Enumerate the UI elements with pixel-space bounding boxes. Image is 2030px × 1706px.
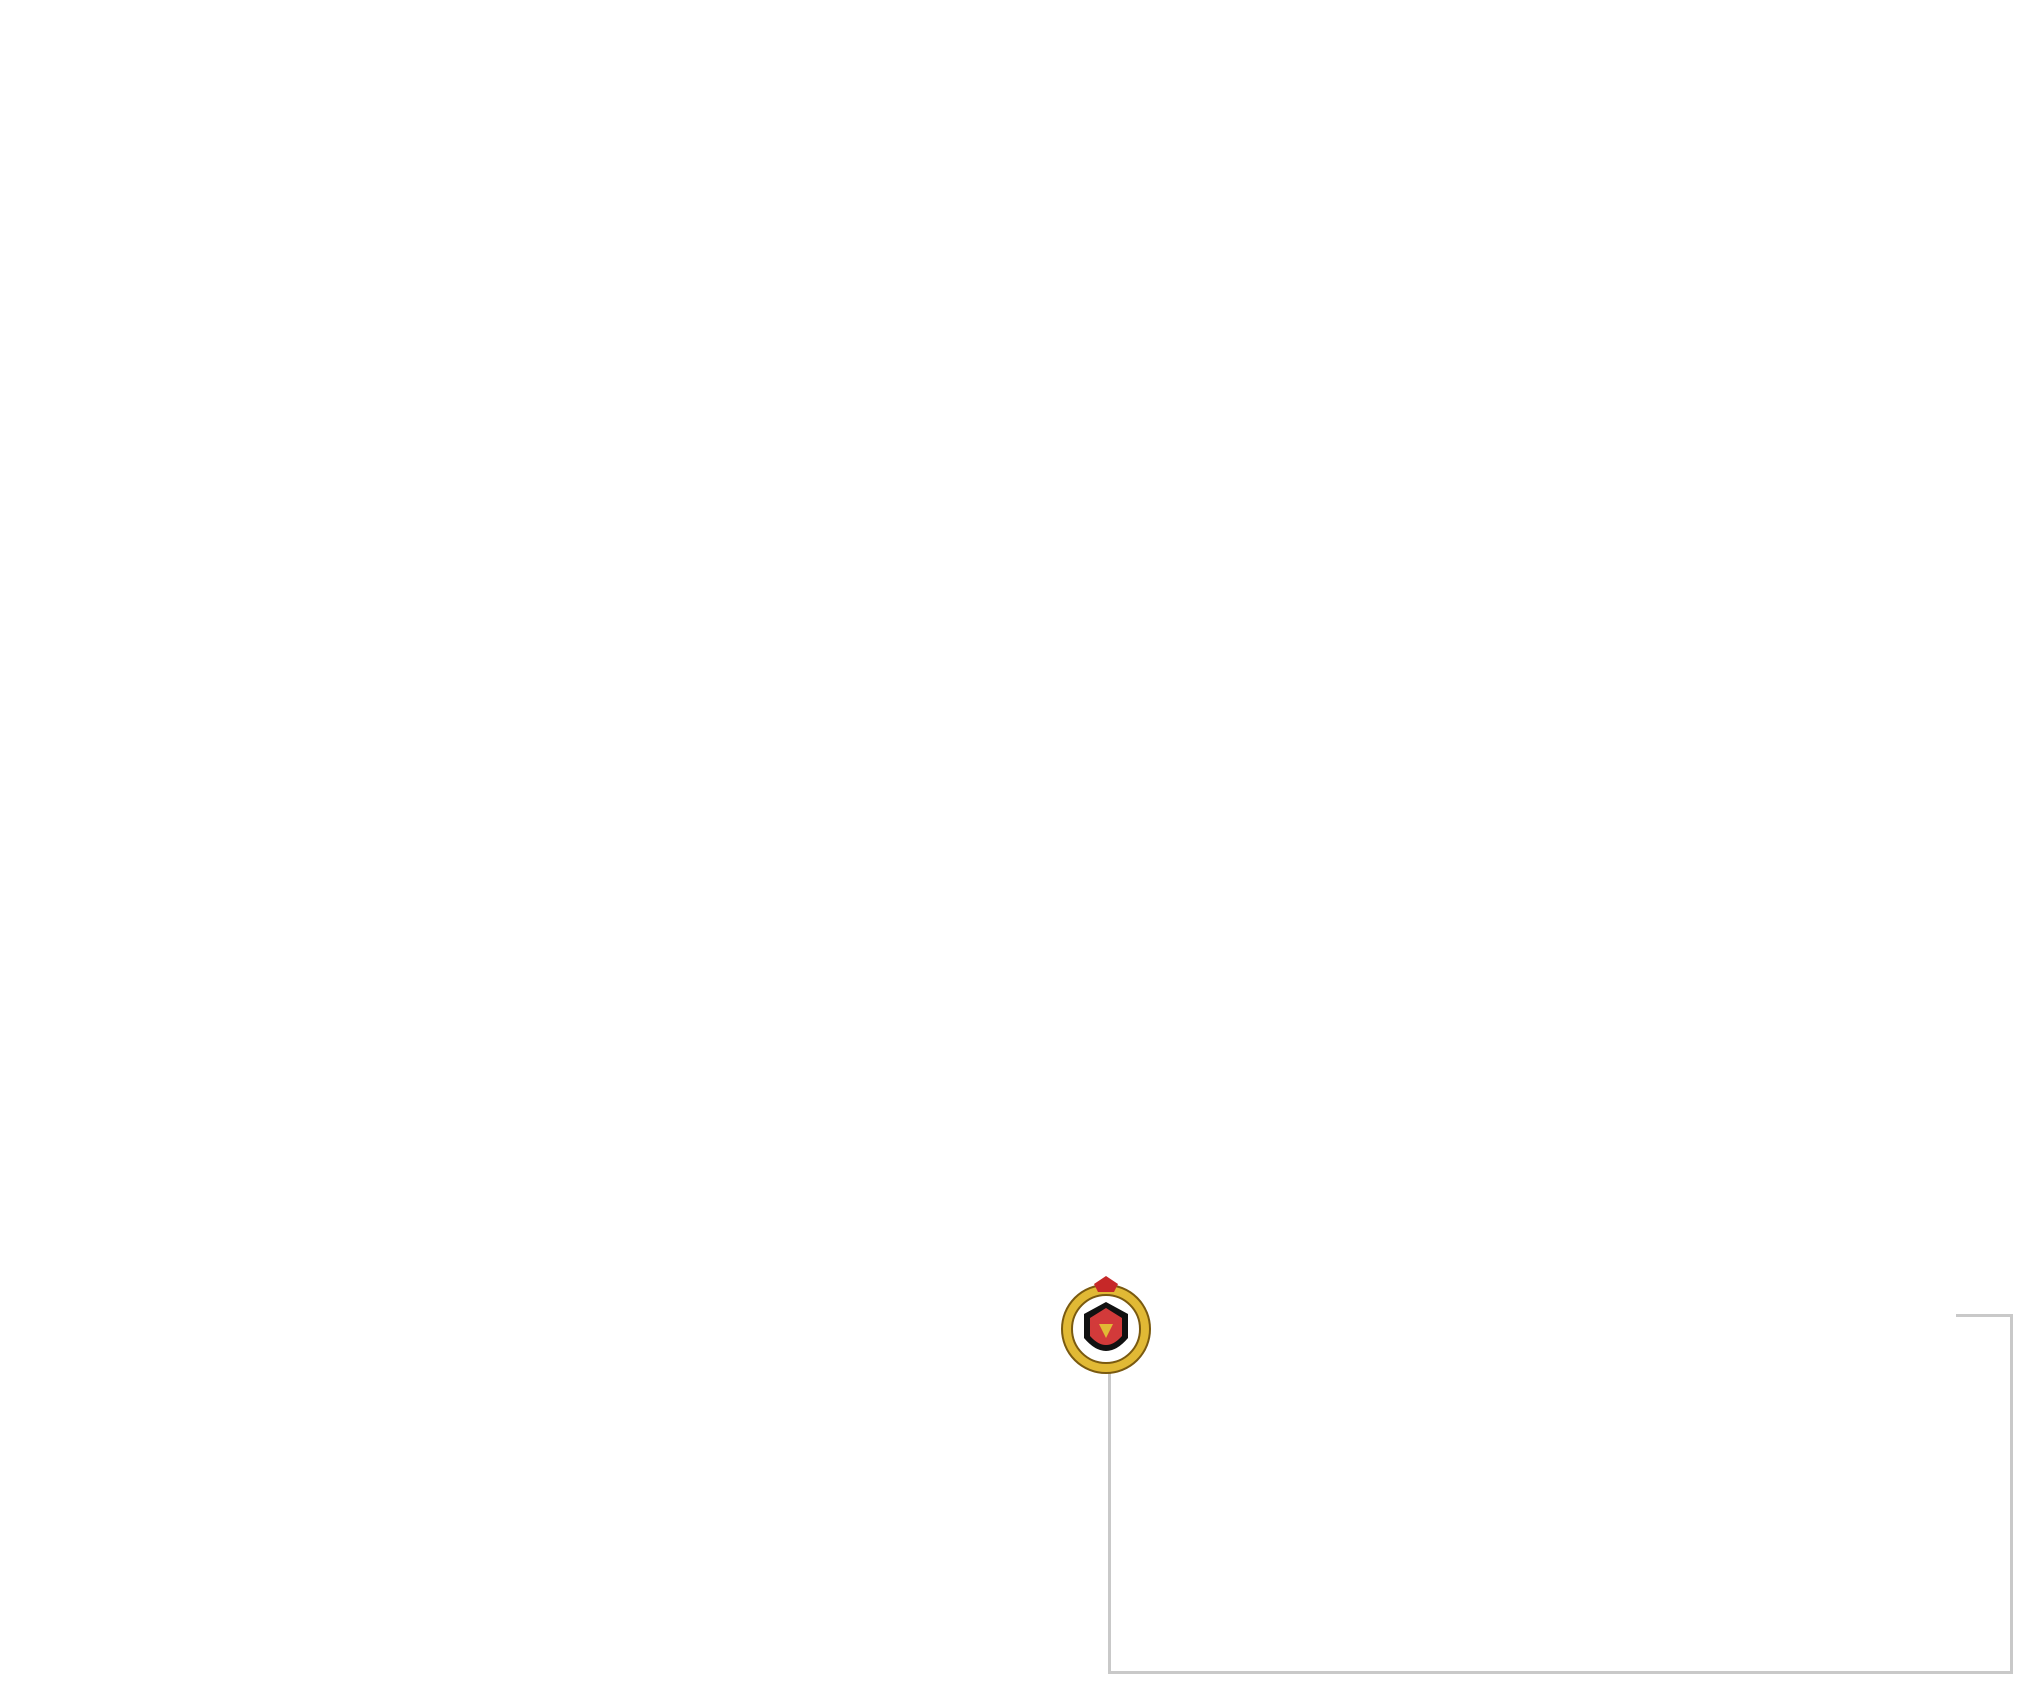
description-frame-top <box>1956 1314 2013 1317</box>
description-panel <box>1108 1284 2028 1684</box>
division-insignia-icon <box>1056 1274 1156 1384</box>
description-frame <box>1108 1314 2013 1674</box>
